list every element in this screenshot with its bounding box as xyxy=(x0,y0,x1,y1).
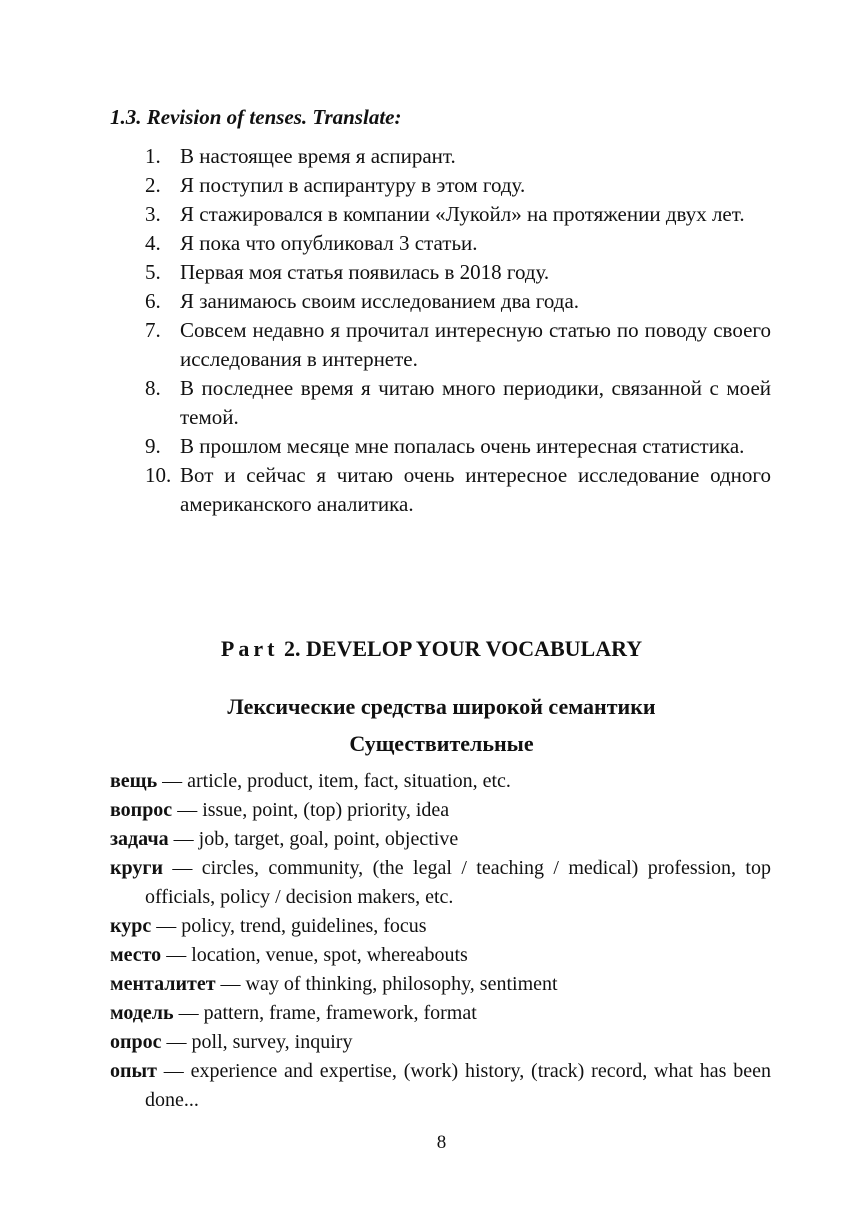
vocabulary-entry xyxy=(110,1057,771,1115)
part-heading xyxy=(0,634,863,664)
vocabulary-term: задача xyxy=(110,828,169,850)
exercise-text: Первая моя статья появилась в 2018 году. xyxy=(180,260,550,284)
vocabulary-entry xyxy=(110,854,771,912)
exercise-number: 6. xyxy=(145,289,161,313)
exercise-text: Совсем недавно я прочитал интересную статью по поводу своего исследования в интернете. xyxy=(180,318,771,371)
vocabulary-translations: — circles, community, (the legal / teaching / medical) profession, top officials, policy / decision makers, etc. xyxy=(145,857,771,908)
exercise-text: Вот и сейчас я читаю очень интересное исследование одного американского аналитика. xyxy=(180,463,771,516)
exercise-text: Я поступил в аспирантуру в этом году. xyxy=(180,173,526,197)
vocabulary-entry xyxy=(110,796,771,825)
vocabulary-translations: — issue, point, (top) priority, idea xyxy=(172,799,450,821)
exercise-number: 9. xyxy=(145,434,161,458)
vocabulary-translations: — experience and expertise, (work) history, (track) record, what has been done... xyxy=(145,1060,771,1111)
vocabulary-term: опыт xyxy=(110,1060,157,1082)
vocabulary-entry xyxy=(110,1028,771,1057)
exercise-number: 3. xyxy=(145,202,161,226)
exercise-item xyxy=(145,200,771,229)
exercise-item xyxy=(145,316,771,374)
vocabulary-term: курс xyxy=(110,915,152,937)
exercise-number: 4. xyxy=(145,231,161,255)
exercise-number: 5. xyxy=(145,260,161,284)
exercise-number: 8. xyxy=(145,376,161,400)
vocabulary-translations: — location, venue, spot, whereabouts xyxy=(161,944,468,966)
part-word: Part xyxy=(220,636,279,661)
vocabulary-entry xyxy=(110,970,771,999)
vocabulary-term: менталитет xyxy=(110,973,216,995)
vocabulary-translations: — poll, survey, inquiry xyxy=(161,1031,353,1053)
vocabulary-list xyxy=(110,767,771,1115)
vocabulary-entry xyxy=(110,825,771,854)
translation-exercise-list xyxy=(145,142,771,519)
vocabulary-term: вещь xyxy=(110,770,158,792)
vocabulary-translations: — job, target, goal, point, objective xyxy=(168,828,459,850)
exercise-text: Я стажировался в компании «Лукойл» на протяжении двух лет. xyxy=(180,202,745,226)
exercise-item xyxy=(145,287,771,316)
exercise-number: 2. xyxy=(145,173,161,197)
exercise-number: 7. xyxy=(145,318,161,342)
nouns-heading: Существительные xyxy=(349,731,534,756)
exercise-text: Я занимаюсь своим исследованием два года. xyxy=(180,289,580,313)
exercise-item xyxy=(145,432,771,461)
exercise-item xyxy=(145,229,771,258)
exercise-item xyxy=(145,258,771,287)
page-number: 8 xyxy=(436,1132,447,1153)
vocabulary-entry xyxy=(110,999,771,1028)
vocabulary-term: опрос xyxy=(110,1031,162,1053)
vocabulary-entry xyxy=(110,941,771,970)
vocabulary-entry xyxy=(110,767,771,796)
exercise-number: 10. xyxy=(145,463,172,487)
vocabulary-term: модель xyxy=(110,1002,174,1024)
exercise-item xyxy=(145,142,771,171)
vocabulary-entry xyxy=(110,912,771,941)
exercise-item xyxy=(145,461,771,519)
vocabulary-translations: — article, product, item, fact, situation, etc. xyxy=(157,770,511,792)
part-title: 2. DEVELOP YOUR VOCABULARY xyxy=(283,636,643,661)
section-heading: 1.3. Revision of tenses. Translate: xyxy=(110,105,402,129)
lexical-heading: Лексические средства широкой семантики xyxy=(227,694,656,719)
exercise-item xyxy=(145,171,771,200)
exercise-number: 1. xyxy=(145,144,161,168)
exercise-item xyxy=(145,374,771,432)
vocabulary-term: место xyxy=(110,944,162,966)
exercise-text: В настоящее время я аспирант. xyxy=(180,144,456,168)
vocabulary-term: вопрос xyxy=(110,799,173,821)
vocabulary-translations: — policy, trend, guidelines, focus xyxy=(151,915,427,937)
exercise-text: В последнее время я читаю много периодики, связанной с моей темой. xyxy=(180,376,771,429)
exercise-text: Я пока что опубликовал 3 статьи. xyxy=(180,231,478,255)
vocabulary-translations: — way of thinking, philosophy, sentiment xyxy=(215,973,558,995)
exercise-text: В прошлом месяце мне попалась очень интересная статистика. xyxy=(180,434,745,458)
vocabulary-translations: — pattern, frame, framework, format xyxy=(173,1002,477,1024)
vocabulary-term: круги xyxy=(110,857,163,879)
